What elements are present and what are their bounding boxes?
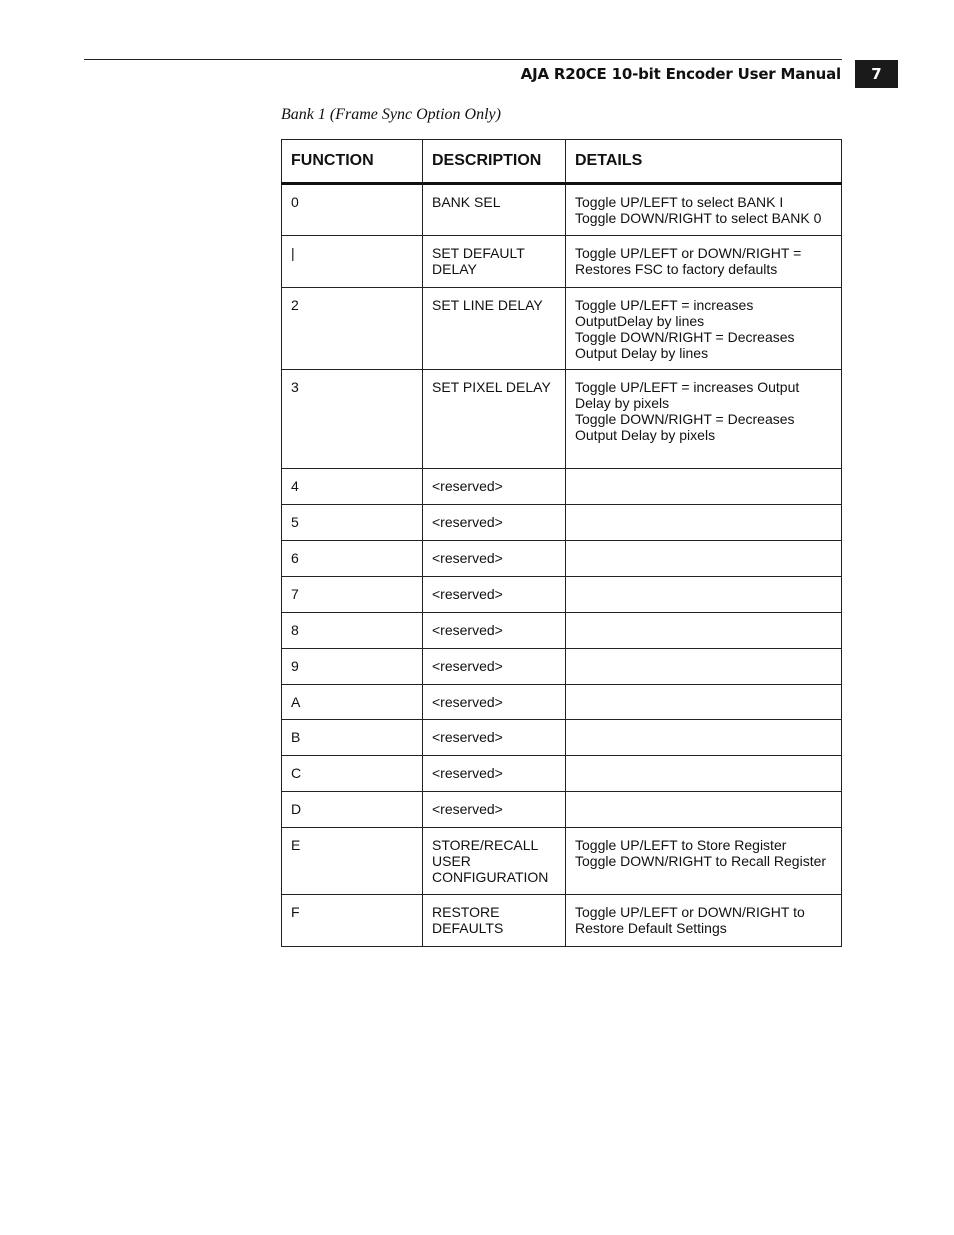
details-line: OutputDelay by lines	[575, 313, 705, 329]
function-cell: F	[282, 895, 423, 947]
table-header-row	[282, 140, 842, 184]
details-cell	[566, 184, 842, 236]
description-cell	[423, 505, 566, 541]
description-cell	[423, 756, 566, 792]
description-line: <reserved>	[432, 478, 503, 494]
details-cell	[566, 288, 842, 370]
table-row	[282, 505, 842, 541]
header-rule	[84, 59, 842, 60]
description-line: <reserved>	[432, 550, 503, 566]
table-row	[282, 649, 842, 685]
description-line: STORE/RECALL	[432, 837, 539, 853]
details-cell	[566, 720, 842, 756]
details-line: Toggle DOWN/RIGHT to Recall Register	[575, 853, 827, 869]
function-cell: 0	[282, 184, 423, 236]
table-row	[282, 756, 842, 792]
details-cell	[566, 685, 842, 720]
details-cell	[566, 370, 842, 469]
table-row	[282, 288, 842, 370]
description-cell	[423, 469, 566, 505]
function-cell: 9	[282, 649, 423, 685]
details-line: Toggle UP/LEFT or DOWN/RIGHT to	[575, 904, 805, 920]
details-cell	[566, 505, 842, 541]
function-cell: B	[282, 720, 423, 756]
details-cell	[566, 756, 842, 792]
details-cell	[566, 828, 842, 895]
description-line: <reserved>	[432, 514, 503, 530]
column-header-description: DESCRIPTION	[423, 140, 566, 184]
function-cell: 7	[282, 577, 423, 613]
details-cell	[566, 649, 842, 685]
function-cell: E	[282, 828, 423, 895]
description-line: <reserved>	[432, 801, 503, 817]
description-line: <reserved>	[432, 694, 503, 710]
description-cell	[423, 613, 566, 649]
description-line: DELAY	[432, 261, 477, 277]
table-row	[282, 895, 842, 947]
description-line: SET PIXEL DELAY	[432, 379, 551, 395]
description-cell	[423, 685, 566, 720]
table-row	[282, 469, 842, 505]
details-cell	[566, 895, 842, 947]
details-cell	[566, 613, 842, 649]
description-line: USER	[432, 853, 471, 869]
details-line: Toggle DOWN/RIGHT = Decreases	[575, 329, 795, 345]
details-line: Toggle UP/LEFT = increases Output	[575, 379, 800, 395]
bank-function-table	[281, 139, 842, 947]
details-line: Toggle DOWN/RIGHT to select BANK 0	[575, 210, 822, 226]
function-cell: 8	[282, 613, 423, 649]
description-line: <reserved>	[432, 622, 503, 638]
description-cell	[423, 792, 566, 828]
page-number-badge	[855, 60, 898, 88]
table-row	[282, 541, 842, 577]
description-cell	[423, 649, 566, 685]
table-row	[282, 685, 842, 720]
table-row	[282, 184, 842, 236]
details-cell	[566, 236, 842, 288]
details-line: Restore Default Settings	[575, 920, 727, 936]
description-cell	[423, 184, 566, 236]
description-cell	[423, 828, 566, 895]
function-cell: 4	[282, 469, 423, 505]
details-line: Restores FSC to factory defaults	[575, 261, 778, 277]
table-row	[282, 828, 842, 895]
description-line: SET DEFAULT	[432, 245, 525, 261]
details-line: Toggle DOWN/RIGHT = Decreases	[575, 411, 795, 427]
description-line: CONFIGURATION	[432, 869, 549, 885]
details-line: Toggle UP/LEFT = increases	[575, 297, 754, 313]
description-line: RESTORE	[432, 904, 500, 920]
function-cell: D	[282, 792, 423, 828]
details-cell	[566, 792, 842, 828]
description-cell	[423, 541, 566, 577]
description-cell	[423, 577, 566, 613]
description-cell	[423, 895, 566, 947]
column-header-function: FUNCTION	[282, 140, 423, 184]
table-body	[282, 184, 842, 947]
details-line: Toggle UP/LEFT or DOWN/RIGHT =	[575, 245, 802, 261]
function-cell: 6	[282, 541, 423, 577]
details-cell	[566, 577, 842, 613]
function-cell: C	[282, 756, 423, 792]
table-row	[282, 370, 842, 469]
description-line: DEFAULTS	[432, 920, 504, 936]
table-row	[282, 236, 842, 288]
function-cell: 5	[282, 505, 423, 541]
function-cell: A	[282, 685, 423, 720]
description-line: <reserved>	[432, 729, 503, 745]
details-line: Toggle UP/LEFT to Store Register	[575, 837, 787, 853]
manual-title: AJA R20CE 10-bit Encoder User Manual	[520, 65, 841, 83]
table-caption: Bank 1 (Frame Sync Option Only)	[281, 106, 501, 123]
details-line: Delay by pixels	[575, 395, 670, 411]
description-cell	[423, 720, 566, 756]
page-number: 7	[871, 65, 882, 83]
details-cell	[566, 541, 842, 577]
function-cell: 2	[282, 288, 423, 370]
description-line: <reserved>	[432, 586, 503, 602]
description-line: <reserved>	[432, 765, 503, 781]
details-line: Output Delay by lines	[575, 345, 709, 361]
details-cell	[566, 469, 842, 505]
description-line: BANK SEL	[432, 194, 501, 210]
column-header-details: DETAILS	[566, 140, 842, 184]
description-cell	[423, 288, 566, 370]
table-row	[282, 613, 842, 649]
description-cell	[423, 370, 566, 469]
table-row	[282, 577, 842, 613]
description-line: <reserved>	[432, 658, 503, 674]
function-cell: 3	[282, 370, 423, 469]
table-row	[282, 720, 842, 756]
table-row	[282, 792, 842, 828]
details-line: Output Delay by pixels	[575, 427, 716, 443]
description-cell	[423, 236, 566, 288]
description-line: SET LINE DELAY	[432, 297, 543, 313]
details-line: Toggle UP/LEFT to select BANK I	[575, 194, 784, 210]
function-cell: |	[282, 236, 423, 288]
